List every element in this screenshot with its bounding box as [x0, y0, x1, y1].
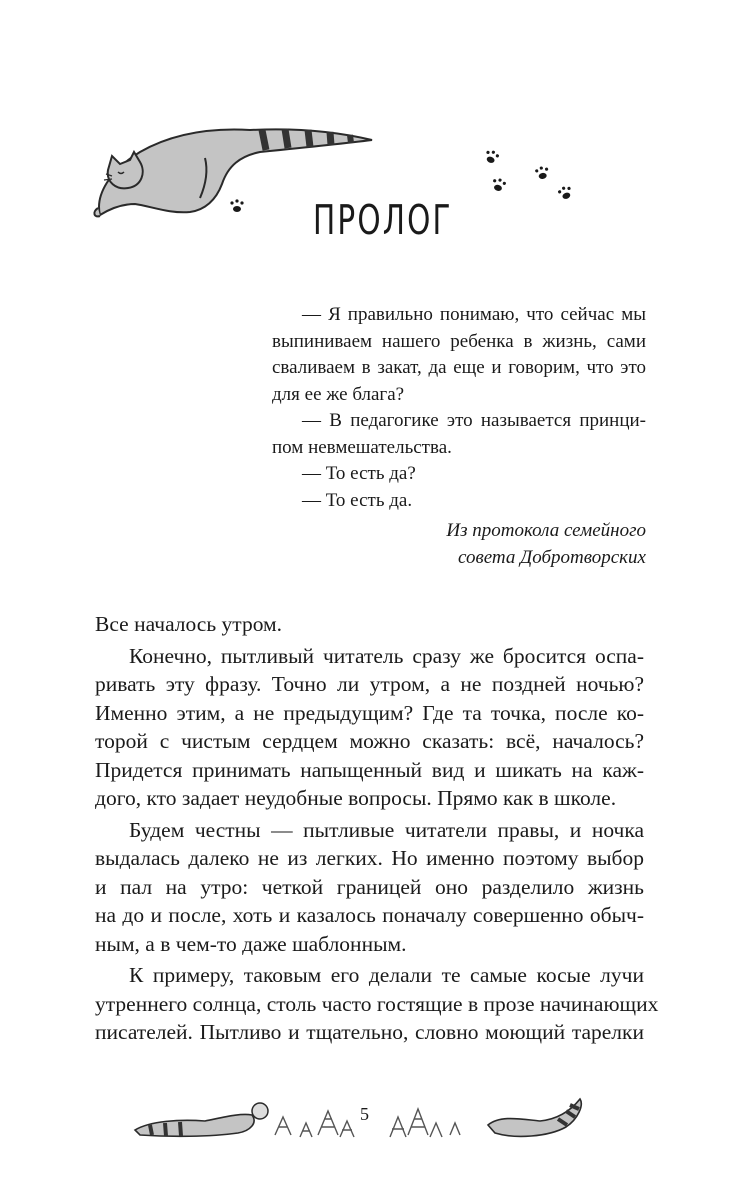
body-line: К примеру, таковым его делали те самые косые лучи — [129, 963, 644, 987]
body-line: утреннего солнца, столь часто гостящие в прозе начинающих — [95, 991, 659, 1016]
chapter-title: ПРОЛОГ — [313, 196, 453, 244]
body-line: торой с чистым сердцем можно сказать: всё, началось? — [95, 729, 644, 753]
epigraph-line: сваливаем в закат, да еще и говорим, что это — [272, 357, 646, 378]
epigraph-source — [446, 518, 646, 571]
body-line: ривать эту фразу. Точно ли утром, а не поздней ночью? — [95, 672, 644, 696]
epigraph-line: — То есть да. — [302, 489, 413, 511]
epigraph-source-line: совета Добротворских — [458, 546, 646, 568]
body-line: Будем честны — пытливые читатели правы, и ночка — [129, 817, 644, 842]
body-line: выдалась далеко не из легких. Но именно поэтому выбор — [95, 846, 644, 870]
page-number: 5 — [360, 1104, 369, 1124]
epigraph-line: для ее же блага? — [272, 383, 405, 405]
body-line: Все началось утром. — [95, 612, 283, 636]
footer-illustration — [0, 1075, 739, 1145]
body-line: дого, кто задает неудобные вопросы. Прямо как в школе. — [95, 786, 617, 810]
epigraph-line: — В педагогике это называется принци- — [302, 410, 646, 431]
epigraph-line: — То есть да? — [302, 463, 416, 484]
sleeping-cat-icon — [135, 1103, 268, 1136]
body-line: Именно этим, а не предыдущим? Где та точка, после ко- — [95, 700, 644, 725]
cat-with-tail-icon — [488, 1099, 581, 1136]
body-line: Придется принимать напыщенный вид и шикать на каж- — [95, 757, 644, 782]
body-line: и пал на утро: четкой границей оно разделило жизнь — [95, 874, 644, 899]
epigraph-line: выпиниваем нашего ребенка в жизнь, сами — [272, 330, 646, 352]
body-line: Конечно, пытливый читатель сразу же бросится оспа- — [129, 643, 644, 668]
body-line: ным, а в чем-то даже шаблонным. — [95, 931, 407, 956]
epigraph-line: — Я правильно понимаю, что сейчас мы — [302, 304, 646, 325]
body-line: писателей. Пытливо и тщательно, словно моющий тарелки — [95, 1020, 644, 1044]
body-text — [95, 610, 659, 1047]
body-line: на до и после, хоть и казалось поначалу совершенно обыч- — [95, 903, 644, 927]
epigraph — [272, 302, 646, 514]
epigraph-source-line: Из протокола семейного — [446, 520, 646, 541]
epigraph-line: пом невмешательства. — [272, 436, 452, 458]
